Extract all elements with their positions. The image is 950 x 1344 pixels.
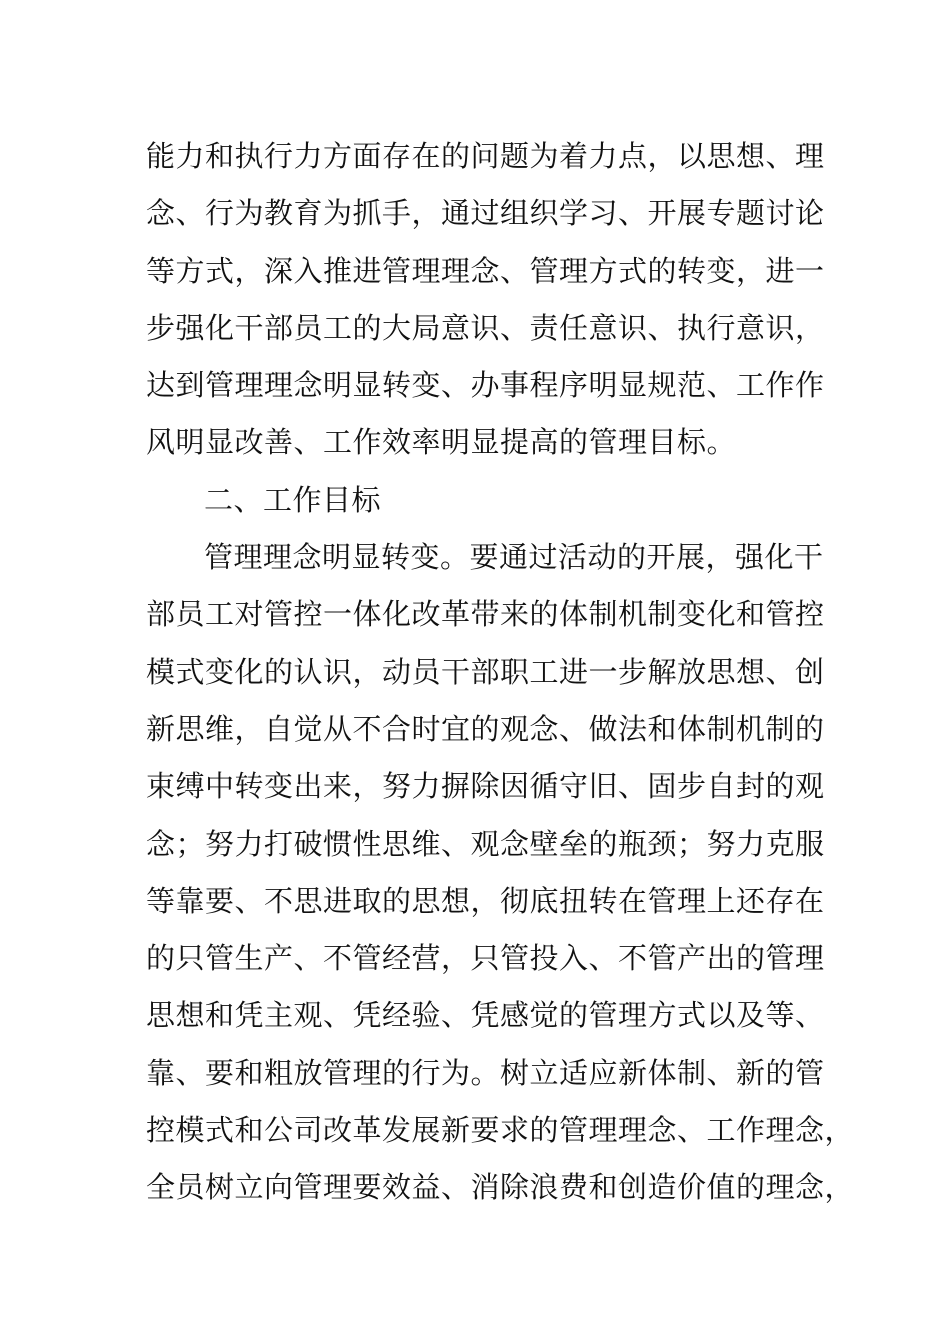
text-line: 模式变化的认识，动员干部职工进一步解放思想、创 <box>146 654 825 689</box>
paragraph-start-line: 管理理念明显转变。要通过活动的开展，强化干 <box>204 540 824 575</box>
text-line: 念；努力打破惯性思维、观念壁垒的瓶颈；努力克服 <box>146 826 825 861</box>
text-line: 新思维，自觉从不合时宜的观念、做法和体制机制的 <box>146 711 825 746</box>
text-line: 束缚中转变出来，努力摒除因循守旧、固步自封的观 <box>146 769 825 804</box>
text-line: 念、行为教育为抓手，通过组织学习、开展专题讨论 <box>146 196 825 231</box>
text-line: 全员树立向管理要效益、消除浪费和创造价值的理念， <box>146 1170 855 1205</box>
document-body <box>146 128 855 1217</box>
text-line: 达到管理理念明显转变、办事程序明显规范、工作作 <box>146 368 825 403</box>
text-line: 靠、要和粗放管理的行为。树立适应新体制、新的管 <box>146 1055 825 1090</box>
text-line: 等靠要、不思进取的思想，彻底扭转在管理上还存在 <box>146 883 825 918</box>
text-line: 的只管生产、不管经营，只管投入、不管产出的管理 <box>146 941 825 976</box>
text-line: 风明显改善、工作效率明显提高的管理目标。 <box>146 425 737 460</box>
text-line: 能力和执行力方面存在的问题为着力点，以思想、理 <box>146 139 825 173</box>
text-line: 等方式，深入推进管理理念、管理方式的转变，进一 <box>146 253 825 288</box>
text-line: 部员工对管控一体化改革带来的体制机制变化和管控 <box>146 597 825 632</box>
section-heading: 二、工作目标 <box>204 482 382 517</box>
text-line: 步强化干部员工的大局意识、责任意识、执行意识， <box>146 310 825 345</box>
text-line: 控模式和公司改革发展新要求的管理理念、工作理念， <box>146 1113 855 1148</box>
text-line: 思想和凭主观、凭经验、凭感觉的管理方式以及等、 <box>146 998 825 1033</box>
